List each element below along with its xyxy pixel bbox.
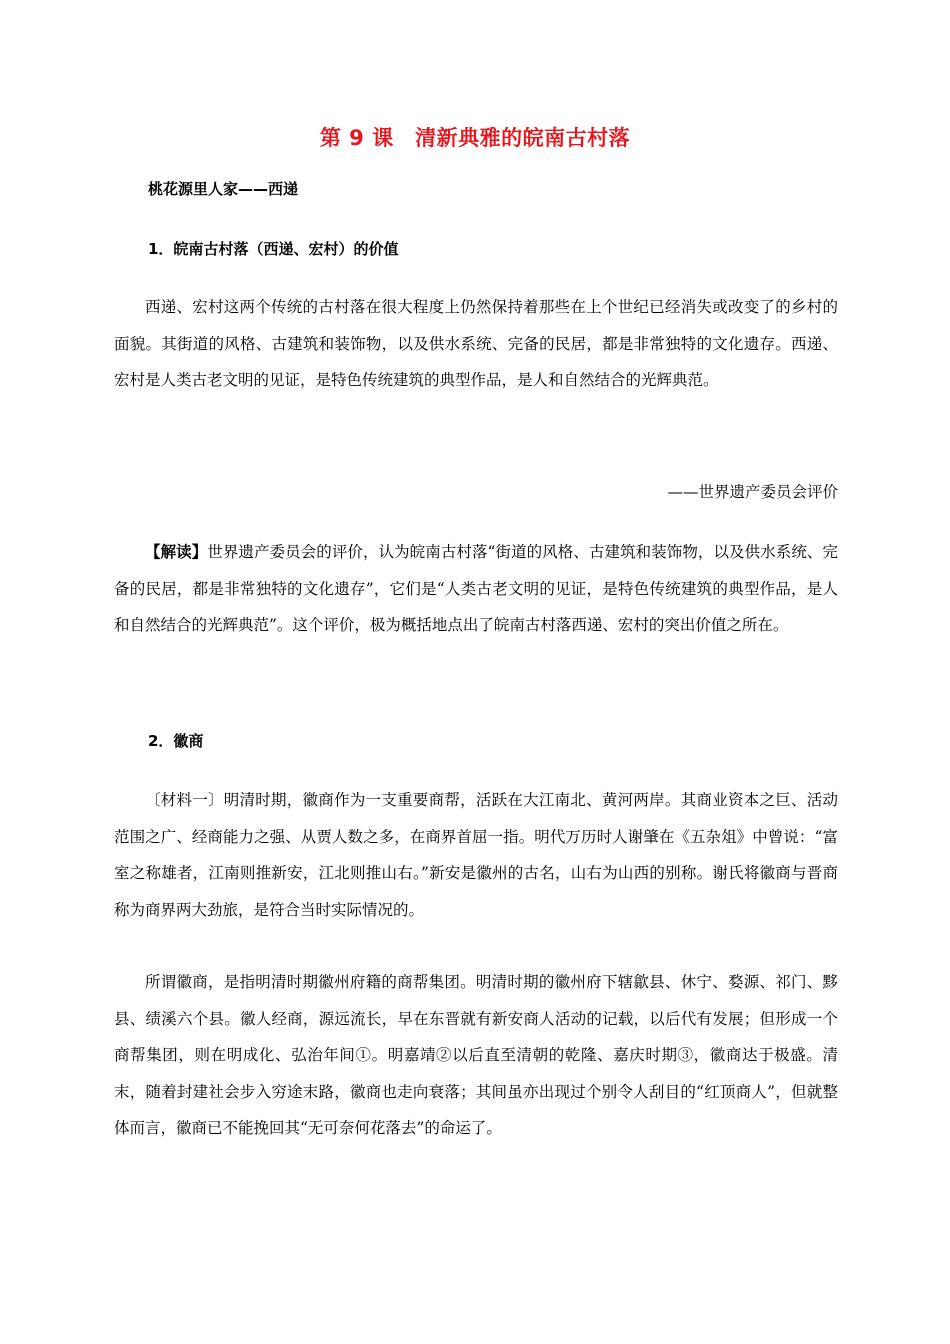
quote-source: ——世界遗产委员会评价 [667,483,838,501]
subtitle: 桃花源里人家——西递 [148,180,299,198]
interpretation-label: 【解读】 [145,543,208,561]
section2-heading: 2．徽商 [148,732,204,750]
interpretation-text: 世界遗产委员会的评价，认为皖南古村落“街道的风格、古建筑和装饰物，以及供水系统、完备的民居，都是非常独特的文化遗存”，它们是“人类古老文明的见证，是特色传统建筑的典型作品，是人和自然结合的光辉典范”。这个评价，极为概括地点出了皖南古村落西递、宏村的突出价值之所在。 [114,543,838,635]
interpretation-paragraph [114,534,838,644]
quote-paragraph: 西递、宏村这两个传统的古村落在很大程度上仍然保持着那些在上个世纪已经消失或改变了的乡村的面貌。其街道的风格、古建筑和装饰物，以及供水系统、完备的民居，都是非常独特的文化遗存。西递、宏村是人类古老文明的见证，是特色传统建筑的典型作品，是人和自然结合的光辉典范。 [114,298,838,390]
huishang-paragraph: 所谓徽商，是指明清时期徽州府籍的商帮集团。明清时期的徽州府下辖歙县、休宁、婺源、祁门、黟县、绩溪六个县。徽人经商，源远流长，早在东晋就有新安商人活动的记载，以后代有发展；但形成一个商帮集团，则在明成化、弘治年间①。明嘉靖②以后直至清朝的乾隆、嘉庆时期③，徽商达于极盛。清末，随着封建社会步入穷途末路，徽商也走向衰落；其间虽亦出现过个别令人刮目的“红顶商人”，但就整体而言，徽商已不能挽回其“无可奈何花落去”的命运了。 [114,973,838,1138]
lesson-title: 第 9 课 清新典雅的皖南古村落 [319,126,631,150]
material1-paragraph: 〔材料一〕明清时期，徽商作为一支重要商帮，活跃在大江南北、黄河两岸。其商业资本之巨、活动范围之广、经商能力之强、从贾人数之多，在商界首屈一指。明代万历时人谢肇在《五杂俎》中曾说：“富室之称雄者，江南则推新安，江北则推山右。”新安是徽州的古名，山右为山西的别称。谢氏将徽商与晋商称为商界两大劲旅，是符合当时实际情况的。 [114,791,838,919]
section1-heading: 1．皖南古村落（西递、宏村）的价值 [148,240,399,258]
